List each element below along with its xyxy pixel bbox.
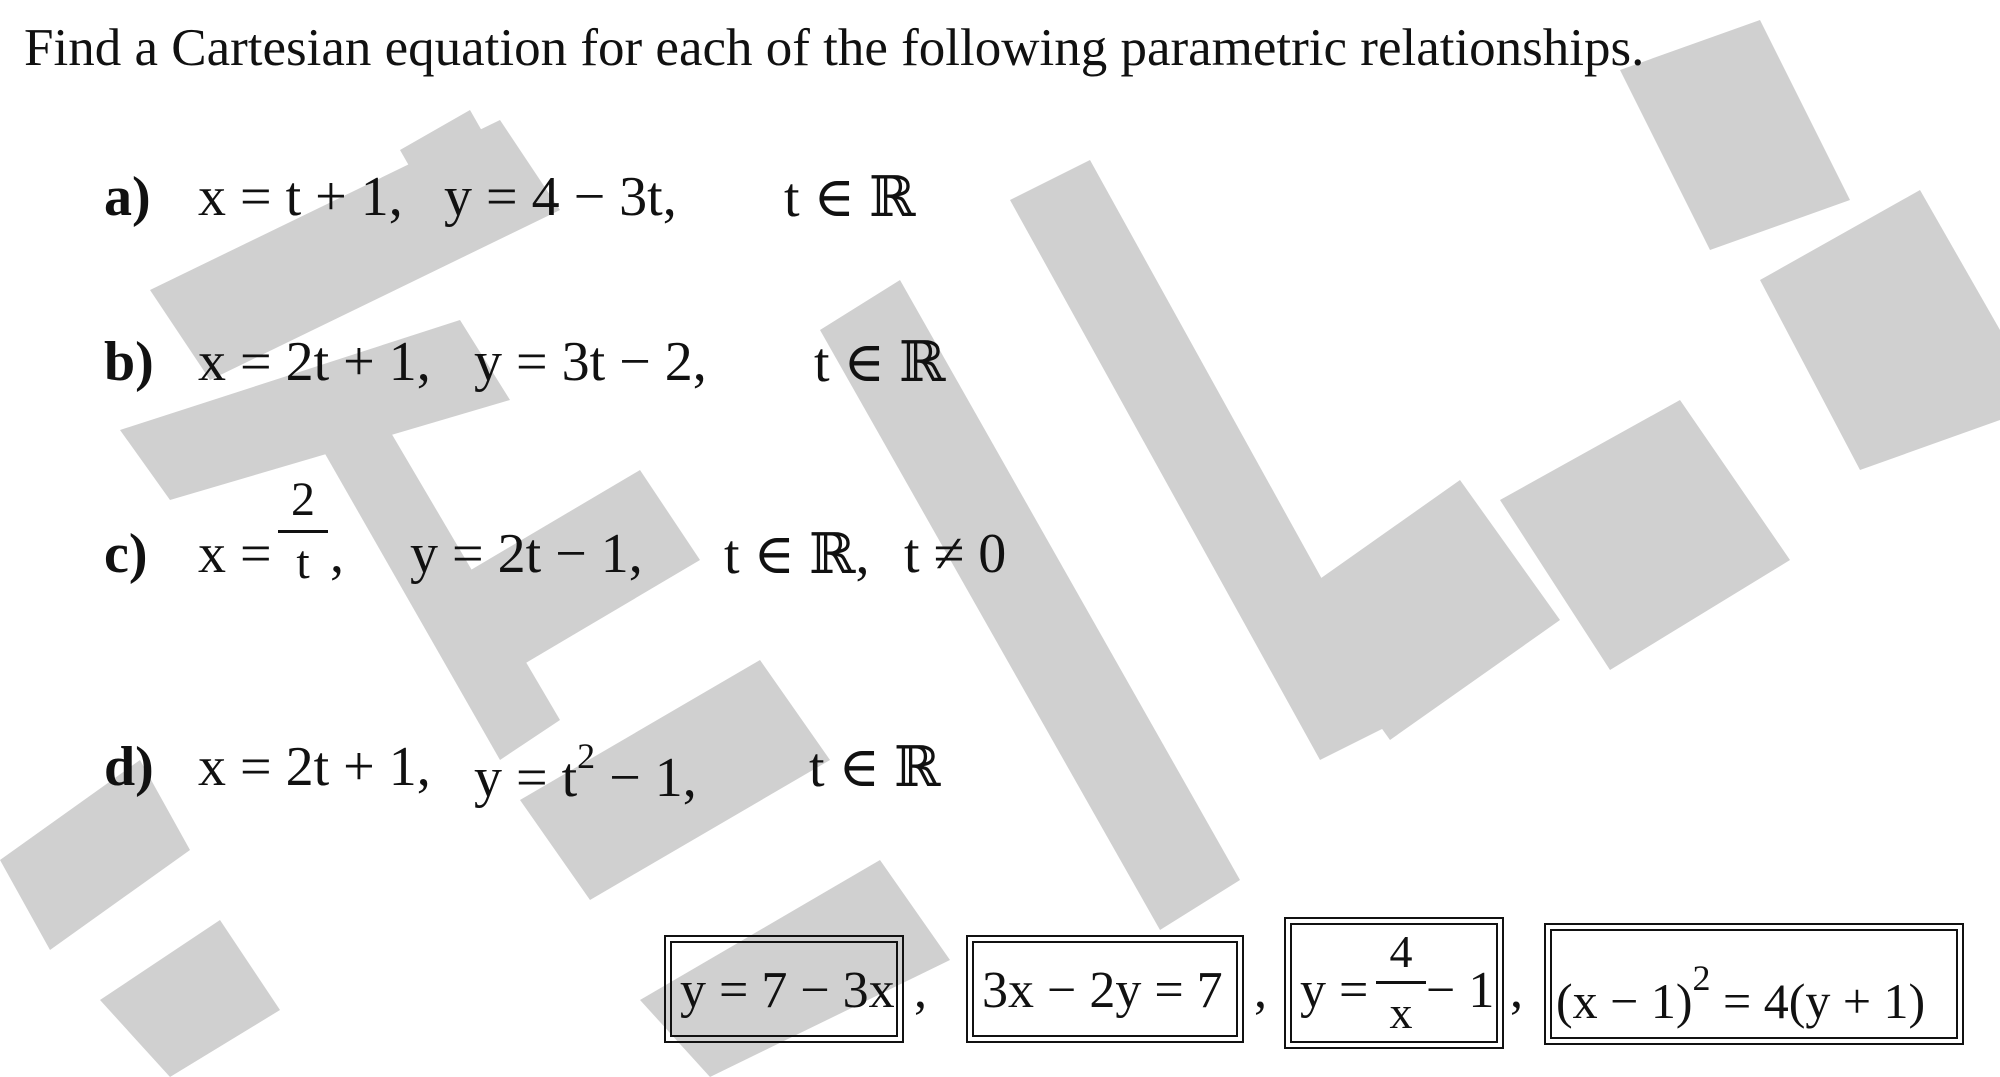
answer-b: 3x − 2y = 7 [982,962,1223,1019]
answer-a-box [664,935,904,1043]
exponent: 2 [577,736,596,776]
answer-d [1556,957,1925,1030]
domain: t ∈ ℝ [809,737,941,799]
fraction-bar [1376,981,1426,984]
answer-c-box [1284,917,1504,1049]
condition: t ≠ 0 [904,523,1007,585]
x-fraction [278,473,328,589]
separator: , [1254,962,1267,1019]
fraction-denominator: t [296,536,310,589]
answer-a: y = 7 − 3x [680,962,895,1019]
problem-label: c) [104,523,148,585]
fraction-denominator: x [1389,987,1413,1038]
x-equation: x = 2t + 1, [198,331,431,393]
fraction-numerator: 2 [291,473,315,526]
y-equation: y = 4 − 3t, [444,166,677,228]
domain: t ∈ ℝ [814,332,946,394]
page-title: Find a Cartesian equation for each of the following parametric relationships. [24,19,1645,77]
x-equation: x = t + 1, [198,166,403,228]
domain: t ∈ ℝ [784,167,916,229]
y-equation-suffix: − 1, [595,747,697,809]
problem-label: a) [104,166,151,228]
fraction-bar [278,530,328,533]
problem-label: d) [104,736,154,798]
separator: , [1510,962,1523,1019]
answers-row [664,917,1964,1057]
answer-c-prefix: y = [1300,962,1369,1019]
answer-d-left: (x − 1) [1556,973,1693,1029]
domain: t ∈ ℝ, [724,524,870,586]
separator: , [914,962,927,1019]
answer-d-box [1544,923,1964,1045]
answer-d-right: = 4(y + 1) [1710,973,1926,1029]
answer-c-suffix: − 1 [1426,962,1495,1019]
answer-c-fraction [1376,926,1426,1038]
problem-label: b) [104,331,154,393]
exponent: 2 [1692,958,1711,998]
x-equation: x = 2t + 1, [198,736,431,798]
x-equation-prefix: x = [198,523,272,585]
x-equation-suffix: , [330,523,344,585]
y-equation: y = 2t − 1, [410,523,643,585]
y-equation [474,735,697,810]
answer-b-box [966,935,1244,1043]
y-equation-prefix: y = t [474,747,578,809]
fraction-numerator: 4 [1389,926,1413,977]
y-equation: y = 3t − 2, [474,331,707,393]
